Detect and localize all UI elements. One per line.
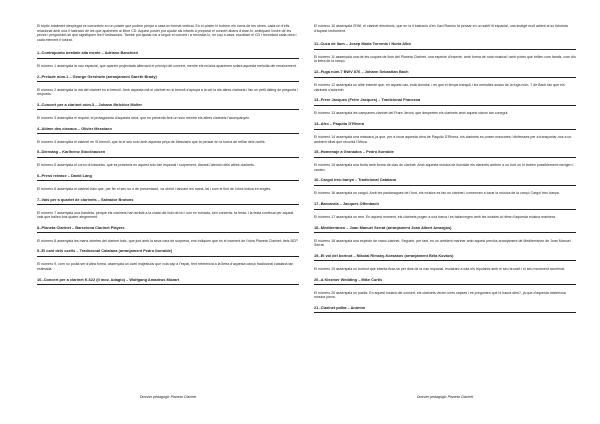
divider	[314, 77, 576, 78]
divider	[37, 256, 299, 257]
item-title: 17.-Barcarola – Jacques Offenbach	[314, 201, 379, 207]
item-title: 20.-A Klezmer Wedding – Mike Curtis	[314, 276, 383, 282]
item-text: El número 4 assenyala el clarinet en Si bemoll, que fa el seu solo amb aquesta peça de Messiaen que fa pensar en la forma de refilar dels ocells.	[37, 139, 266, 144]
item-text: El número 12 assenyala un altre insecte que, en aquest cas, està dormint, i es que el temps tranquil i les melodies suaus de la fuga núm. 7 de Bach fan que els clarinets s'adormin.	[314, 83, 565, 92]
item-title: 12.-Fuga núm.7 BWV 876 – Johann Sebastian Bach	[314, 69, 409, 75]
divider	[314, 157, 576, 158]
item-text: El número 2 assenyala la mà del clarinet en si bemoll. Amb aquesta mà el clarinet en si bemoll s'apropa a la cel·la als altres clarinets i fan un petit diàleg de pregunta i resposta.	[37, 87, 298, 97]
divider	[37, 58, 299, 59]
divider	[37, 157, 299, 158]
divider	[37, 284, 299, 285]
list-item	[37, 150, 299, 167]
item-text: El número 6 assenyala el clarinet baix que, per fer el seu so o de presentació, va obrint i tancant les mans, tal i com el títol de l'obra indica en anglès.	[37, 186, 272, 191]
item-text: El número 18 assenyala una espècie de cranc-clarinet. Segueix, per tant, en un ambient mariner amb aquest preciós arranjament de Mediterràneo de Joan Manuel Serrat.	[314, 238, 571, 248]
item-text: El número 20 assenyala un pastis. En aquest instant del concert, els clarinets veuen unes capses i es pregunten què hi haurà dins?, ja que d'aquesta misteriosa música jueva.	[314, 290, 566, 300]
item-title: 14.-Afro – Paquito D'Rivera	[314, 121, 365, 127]
item-text: El número 8 assenyala les mans obertes del clarinet baix, que junt amb la seva cara de sorpresa, ens indiquen que és el moment de l'obra Planeta Clarinet, dels BCP.	[37, 238, 299, 243]
item-text: El número 11 assenyala una de les cuques de llum del Planeta Clarinet, una espècie d'insecte, amb forma de nota musical i amb potes que brillen com fanals, com diu la lletra de la cançó.	[314, 54, 576, 64]
item-title: 4.-Abîme des oiseaux – Olivier Messiaen	[37, 125, 112, 131]
list-item	[314, 278, 576, 300]
left-page-column	[37, 24, 299, 291]
divider	[37, 109, 299, 110]
item-text: El número 15 assenyala una fruita amb forma de clau de clarinet. Amb aquesta música de Iturralde els clarinets arriben a un hort on hi troben possiblement mengen i canten.	[314, 163, 574, 172]
item-text: El número 9, com no podia ser d'altra forma, assenyala un ocell majestuós que vola cap a l'espai, fent referència a la lletra d'aquesta cançó tradicional catalana tan estimada.	[37, 262, 294, 271]
item-title: 13.-Frere Jacques (Frère Jacques) – Tradicional Francesa	[314, 97, 421, 103]
item-title: 5.-Dienstag – Karlheinz Stockhausen	[37, 149, 106, 155]
divider	[37, 232, 299, 233]
divider	[314, 209, 576, 210]
item-text: El número 3 assenyala el requint, el protagonista d'aquesta obra, que es presenta fent un solo mentre els altres clarinets l'acompanyen.	[37, 115, 251, 120]
divider	[37, 204, 299, 205]
item-title: 10.-Concert per a clarinet K.622 (II mov, Adagio) – Wolfgang Amadeus Mozart	[37, 276, 180, 282]
item-title: 7.-Vals per a quartet de clarinets – Salvador Brotons	[37, 196, 134, 202]
item-text: El número 7 assenyala una bandeta, perquè els clarinets han arribat a la ciutat del llobi de bo i són en tornada, ben contents, fa festa. I la festa continua per aquest vals que ballen tots quatre alegrement.	[37, 210, 294, 220]
divider	[314, 232, 576, 233]
item-text: El número 1 assenyala la nau espacial, que apareix projectada alternant el principi del concert, mentre els músics apareixen sulant aquesta melodia del renaixement.	[37, 63, 297, 68]
list-item	[314, 254, 576, 271]
list-item	[37, 226, 299, 243]
list-item	[314, 42, 576, 64]
divider	[314, 260, 576, 261]
divider	[37, 180, 299, 181]
item-text: El número 14 assenyala una màscara, ja que, per a tocar aquesta obra de Paquito D'Rivera, els clarinets es posen mascares i disfresses per a transportar-nos a un ambient tribal que recorda l'Àfrica.	[314, 135, 572, 144]
page-footer: Dossier pedagògic Planeta Clarinet	[416, 395, 474, 399]
list-item	[314, 226, 576, 248]
item-title: 1.-Contrapunto bestiale alla mente – Adriano Banchieri	[37, 50, 139, 55]
divider	[37, 133, 299, 134]
list-item	[37, 249, 299, 271]
page-footer: Dossier pedagògic Planeta Clarinet	[139, 395, 197, 399]
item-title: 18.-Mediterràneo – Joan Manuel Serrat (arranjament Joan Albert Amargós)	[314, 224, 452, 230]
list-item	[37, 103, 299, 120]
list-item	[37, 75, 299, 97]
divider	[314, 284, 576, 285]
item-text: El número 13 assenyala les campanes-clarinet del Frare Jeroni, que desperten els clarinets amb aquest cànon tan conegut.	[314, 111, 509, 116]
list-item	[37, 51, 299, 68]
item-title: 21.-Clarinet polka – Anònim	[314, 304, 366, 310]
item-title: 11.-Cuca de llum – Josep Maria Torrents i Núria Albó	[314, 41, 411, 46]
item-title: 2.-Prelude núm.1 – George Gershwin (arranjament Gareth Brady)	[37, 73, 157, 79]
intro-paragraph: El tríptic totalment desplegat es converteix en un pòster que podem penjar a casa en format vertical. En el pòster hi trobem els noms de les obres, cada un d'ells relacionat amb una il·lustració de les que apareixen al llibre CD. Aquest pòster pot ajudar als infants a preparar el concert abans d'anar-hi, anticipant l'ordre de les peces i preguntant-se què signifiquen les il·lustracions. També pot ajudar-los a seguir el concert i a recordar-lo, un cop a casa, escoltant el CD i recordant cada obra i cada element il·lustrat.	[37, 24, 297, 42]
divider	[314, 312, 576, 313]
divider	[37, 81, 299, 82]
list-item	[37, 198, 299, 220]
list-item	[37, 278, 299, 286]
list-item	[314, 306, 576, 314]
item-text: El número 16 assenyala un cargol. Amb les pastanagues de l'hort, els músics es fan un clarinet i comencen a tocar la música de la cançó Cargol treu banya.	[314, 191, 560, 196]
divider	[314, 185, 576, 186]
list-item	[314, 122, 576, 144]
list-item	[314, 178, 576, 195]
lead-paragraph: El número 10 assenyala l'EWI, el clarinet electrònic, que en la il·lustració d'en Xavi Ramiro fa pensar en un satèl·lit espacial, una imatge molt adient al so futurista d'aquest instrument.	[314, 24, 568, 33]
list-item	[314, 202, 576, 219]
item-title: 3.-Concert per a clarinet núm.3 – Johann Melchior Molter	[37, 101, 143, 107]
list-item	[37, 127, 299, 144]
divider	[314, 129, 576, 130]
list-item	[314, 70, 576, 92]
list-item	[314, 150, 576, 172]
item-text: El número 5 assenyala el corno di bassetto, què es presenta en aquest solo tan especial i sorprenent, davant l'atenció dels altres clarinets.	[37, 163, 255, 168]
item-text: El número 17 assenyala un rem. En aquest moment, els clarinets pugen a una barca i es balancegen amb les onades al ritme d'aquesta música marinera.	[314, 215, 557, 220]
item-title: 15.-Homenaje a Granados – Pedro Iturralde	[314, 149, 394, 155]
item-title: 8.-Planeta Clarinet – Barcelona Clarinet Players	[37, 224, 125, 230]
list-item	[37, 174, 299, 191]
item-title: 16.-Cargol treu banya – Tradicional Catalana	[314, 177, 396, 183]
list-item	[314, 98, 576, 115]
divider	[314, 105, 576, 106]
right-page-column	[314, 24, 576, 320]
divider	[314, 49, 576, 50]
item-title: 19.-El vol del borinot – Nikolai Rimsky-Kórsakov (arranjament Béla Kovács)	[314, 252, 454, 258]
item-title: 9.-El cant dels ocells – Tradicional Catalana (arranjament Pedro Iturralde)	[37, 248, 173, 254]
item-text: El número 19 assenyala un borinot que intenta ficar-se per dins de la nau espacial, esvairant a tota els tripulants amb el seu brunzit i el seu moviment accelerat.	[314, 266, 566, 271]
item-title: 6.-Press release – David Lang	[37, 172, 92, 178]
